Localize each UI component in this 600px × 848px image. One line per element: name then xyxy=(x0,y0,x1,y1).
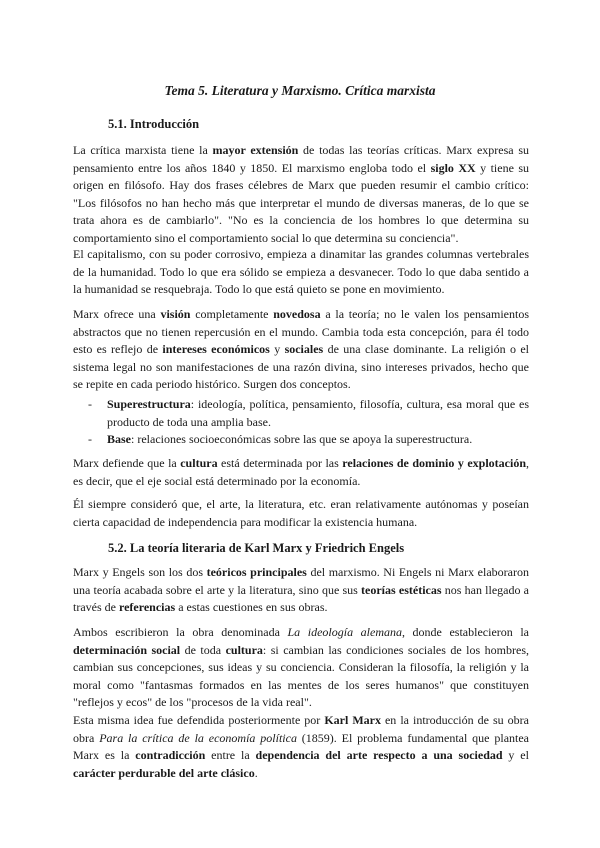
paragraph-cultura: Marx defiende que la cultura está determinada por las relaciones de dominio y explotación, es decir, que el eje social está determinado por la economía. xyxy=(73,456,529,488)
paragraph-vision-marx: Marx ofrece una visión completamente novedosa a la teoría; no le valen los pensamientos abstractos que no tienen repercusión en el mundo. Cambia toda esta concepción, para él todo esto es reflejo de intereses económicos y sociales de una clase dominante. La religión o el sistema legal no son manifestaciones de una razón divina, sino intereses privados, hecho que se repite en cada periodo histórico. Surgen dos conceptos. xyxy=(73,307,530,391)
document-title: Tema 5. Literatura y Marxismo. Crítica marxista xyxy=(164,83,436,98)
list-item-superestructura: - Superestructura: ideología, política, pensamiento, filosofía, cultura, esa moral que es producto de toda una amplia base. xyxy=(88,397,529,429)
list-item-base: - Base: relaciones socioeconómicas sobre las que se apoya la superestructura. xyxy=(88,431,529,449)
bullet-dash: - xyxy=(88,397,92,411)
section-heading-teoria-literaria: 5.2. La teoría literaria de Karl Marx y Friedrich Engels xyxy=(108,541,405,555)
paragraph-teoricos: Marx y Engels son los dos teóricos principales del marxismo. Ni Engels ni Marx elaboraron una teoría acabada sobre el arte y la literatura, sino que sus teorías estéticas nos han llegado a través de referencias a estas cuestiones en sus obras. xyxy=(73,565,529,614)
paragraph-intro: La crítica marxista tiene la mayor extensión de todas las teorías críticas. Marx expresa su pensamiento entre los años 1840 y 1850. El marxismo engloba todo el siglo XX y tiene su origen en filósofo. Hay dos frases célebres de Marx que pueden resumir el cambio crítico: "Los filósofos no han hecho más que interpretar el mundo de diversas maneras, de lo que se trata ahora es de cambiarlo". "No es la conciencia de los hombres lo que determina su comportamiento sino el comportamiento social lo que determina su conciencia". xyxy=(73,143,529,245)
concepts-list xyxy=(88,396,529,449)
paragraph-autonomia: Él siempre consideró que, el arte, la literatura, etc. eran relativamente autónomas y poseían cierta capacidad de independencia para modificar la existencia humana. xyxy=(73,497,529,529)
paragraph-capitalismo: El capitalismo, con su poder corrosivo, empieza a dinamitar las grandes columnas vertebrales de la humanidad. Todo lo que era sólido se empieza a desvanecer. Todo lo que daba sentido a la humanidad se resquebraja. Todo lo que está quieto se pone en movimiento. xyxy=(73,247,529,296)
section-heading-introduccion: 5.1. Introducción xyxy=(108,117,200,131)
paragraph-critica-economia: Esta misma idea fue defendida posteriormente por Karl Marx en la introducción de su obra obra Para la crítica de la economía política (1859). El problema fundamental que plantea Marx es la contradicción entre la dependencia del arte respecto a una sociedad y el carácter perdurable del arte clásico. xyxy=(73,713,530,780)
paragraph-ideologia-alemana: Ambos escribieron la obra denominada La ideología alemana, donde establecieron la determinación social de toda cultura: si cambian las condiciones sociales de los hombres, cambian sus concepciones, sus ideas y su conciencia. Consideran la filosofía, la religión y la moral como "fantasmas formados en las mentes de los seres humanos" que constituyen "reflejos y ecos" de los "procesos de la vida real". xyxy=(73,625,529,709)
bullet-dash: - xyxy=(88,432,92,446)
